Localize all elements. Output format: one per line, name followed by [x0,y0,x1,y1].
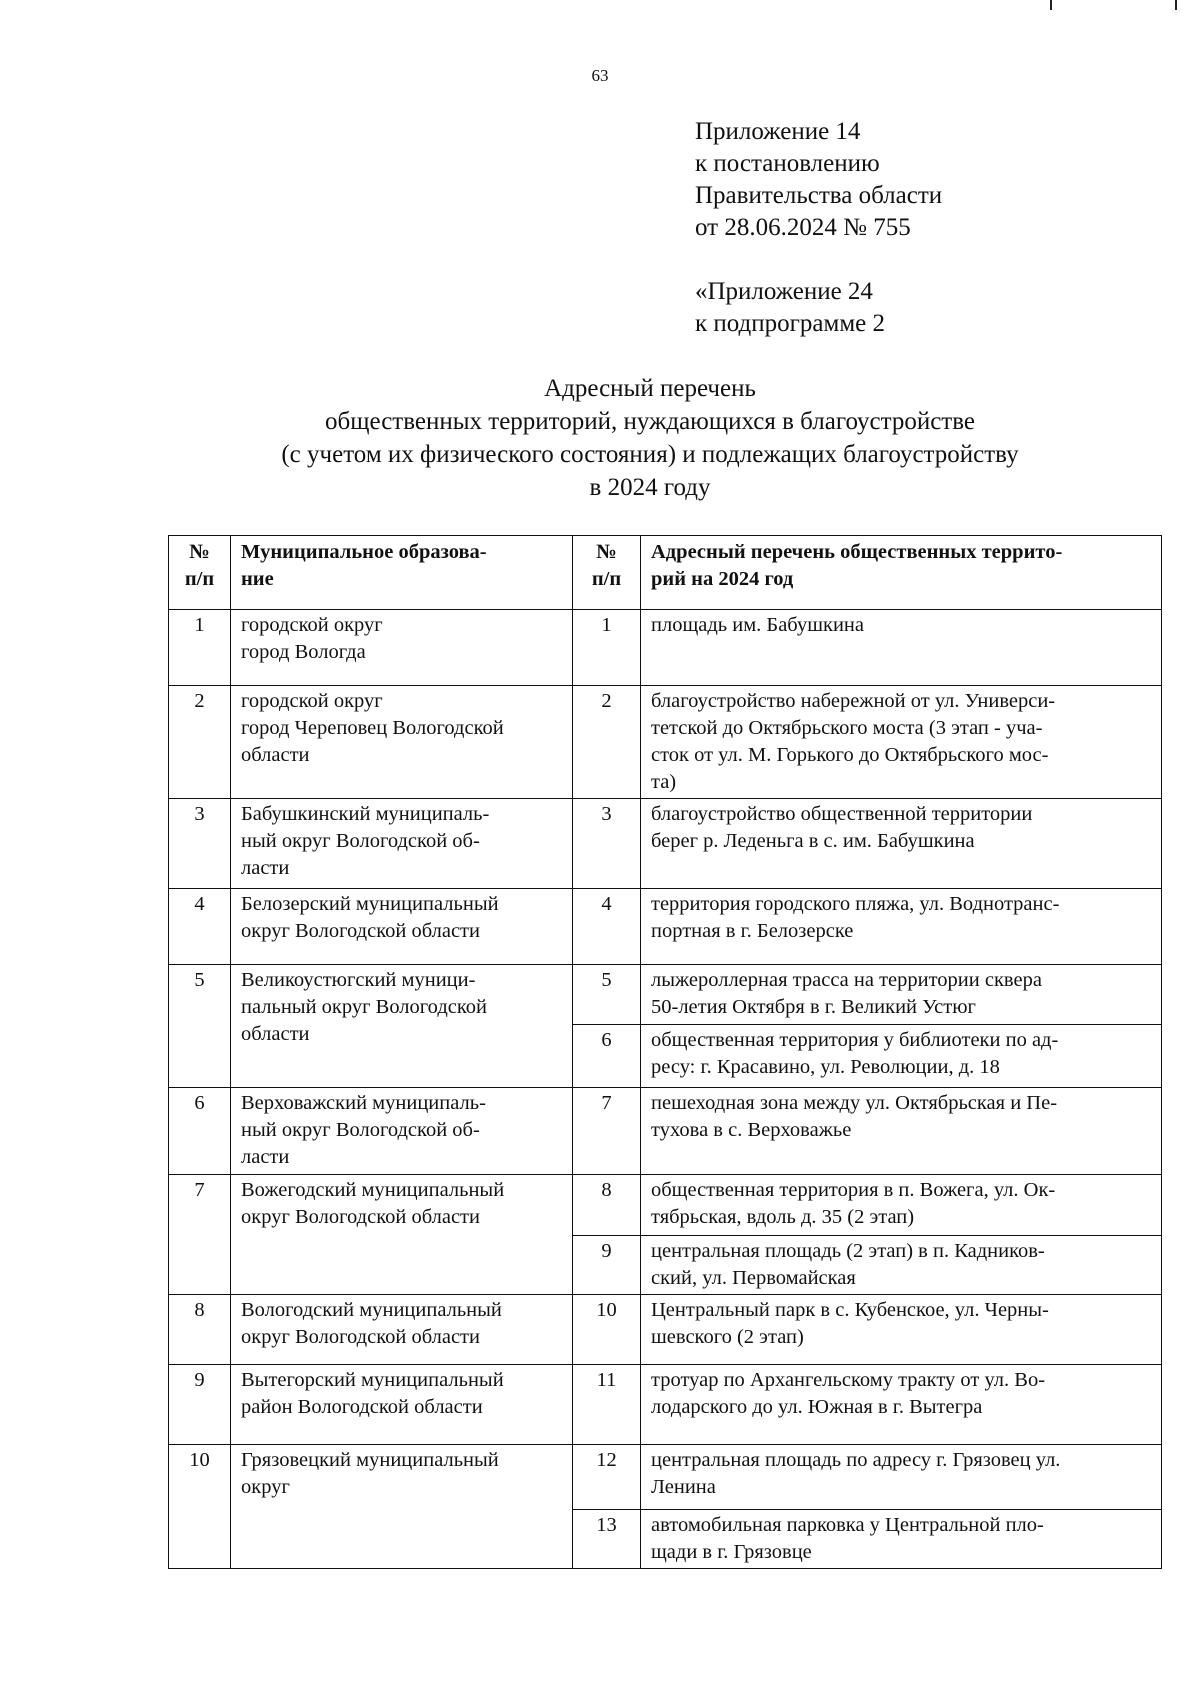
municipality-name: Бабушкинский муниципаль- ный округ Вологодской об- ласти [231,799,573,889]
territory-description: площадь им. Бабушкина [641,610,1162,686]
territory-description: благоустройство набережной от ул. Универси- тетской до Октябрьского моста (3 этап - уча- сток от ул. М. Горького до Октябрьского мос- та) [641,686,1162,799]
municipality-number: 8 [169,1295,231,1365]
territory-description: Центральный парк в с. Кубенское, ул. Черны- шевского (2 этап) [641,1295,1162,1365]
appendix-line: к постановлению [695,150,880,177]
territory-number: 3 [573,799,641,889]
municipality-number: 10 [169,1445,231,1569]
territory-number: 7 [573,1088,641,1175]
municipality-number: 3 [169,799,231,889]
territory-description: центральная площадь (2 этап) в п. Кадников- ский, ул. Первомайская [641,1236,1162,1295]
municipality-name: городской округ город Вологда [231,610,573,686]
title-line: общественных территорий, нуждающихся в благоустройстве [325,408,975,435]
municipality-number: 2 [169,686,231,799]
territory-number: 9 [573,1236,641,1295]
territory-number: 2 [573,686,641,799]
territory-description: центральная площадь по адресу г. Грязовец ул. Ленина [641,1445,1162,1510]
appendix-block [695,116,942,340]
appendix-line: от 28.06.2024 № 755 [695,214,911,241]
appendix-line: «Приложение 24 [695,278,873,305]
scan-edge-mark [1050,0,1052,10]
table-row [169,889,1162,965]
appendix-gap [695,244,942,276]
table-row [169,686,1162,799]
territory-number: 12 [573,1445,641,1510]
municipality-name: Верховажский муниципаль- ный округ Вологодской об- ласти [231,1088,573,1175]
address-table [168,535,1162,1569]
title-line: Адресный перечень [544,375,756,402]
territory-description: благоустройство общественной территории берег р. Леденьга в с. им. Бабушкина [641,799,1162,889]
table-row [169,1175,1162,1236]
table-row [169,1088,1162,1175]
table-row [169,1295,1162,1365]
header-municipality: Муниципальное образова- ние [231,536,573,610]
municipality-number: 5 [169,965,231,1088]
appendix-line: Приложение 14 [695,118,861,145]
header-number: № п/п [573,536,641,610]
header-territories: Адресный перечень общественных террито- рий на 2024 год [641,536,1162,610]
appendix-line: к подпрограмме 2 [695,310,885,337]
territory-number: 10 [573,1295,641,1365]
page-number: 63 [591,66,609,85]
document-title [0,372,1200,504]
municipality-name: Великоустюгский муници- пальный округ Вологодской области [231,965,573,1088]
territory-number: 1 [573,610,641,686]
scan-edge-mark [1175,0,1177,10]
territory-description: пешеходная зона между ул. Октябрьская и Пе- тухова в с. Верховажье [641,1088,1162,1175]
municipality-name: Белозерский муниципальный округ Вологодской области [231,889,573,965]
territory-description: лыжероллерная трасса на территории сквера 50-летия Октября в г. Великий Устюг [641,965,1162,1025]
municipality-name: Вытегорский муниципальный район Вологодской области [231,1365,573,1445]
territory-description: общественная территория в п. Вожега, ул. Ок- тябрьская, вдоль д. 35 (2 этап) [641,1175,1162,1236]
territory-number: 6 [573,1025,641,1088]
title-line: в 2024 году [589,474,711,501]
territory-number: 5 [573,965,641,1025]
territory-number: 11 [573,1365,641,1445]
territory-number: 8 [573,1175,641,1236]
table-body [169,610,1162,1569]
table-header-row [169,536,1162,610]
appendix-line: Правительства области [695,182,943,209]
table-row [169,1365,1162,1445]
municipality-name: Вологодский муниципальный округ Вологодской области [231,1295,573,1365]
table-row [169,610,1162,686]
territory-number: 13 [573,1510,641,1569]
territory-description: общественная территория у библиотеки по ад- ресу: г. Красавино, ул. Революции, д. 18 [641,1025,1162,1088]
municipality-number: 1 [169,610,231,686]
header-number: № п/п [169,536,231,610]
table-row [169,965,1162,1025]
municipality-number: 4 [169,889,231,965]
territory-description: тротуар по Архангельскому тракту от ул. Во- лодарского до ул. Южная в г. Вытегра [641,1365,1162,1445]
territory-number: 4 [573,889,641,965]
territory-description: автомобильная парковка у Центральной пло- щади в г. Грязовце [641,1510,1162,1569]
municipality-name: Вожегодский муниципальный округ Вологодской области [231,1175,573,1295]
municipality-name: Грязовецкий муниципальный округ [231,1445,573,1569]
territory-description: территория городского пляжа, ул. Воднотранс- портная в г. Белозерске [641,889,1162,965]
table-row [169,1445,1162,1510]
municipality-name: городской округ город Череповец Вологодской области [231,686,573,799]
municipality-number: 6 [169,1088,231,1175]
municipality-number: 7 [169,1175,231,1295]
title-line: (с учетом их физического состояния) и подлежащих благоустройству [281,441,1019,468]
table-row [169,799,1162,889]
municipality-number: 9 [169,1365,231,1445]
